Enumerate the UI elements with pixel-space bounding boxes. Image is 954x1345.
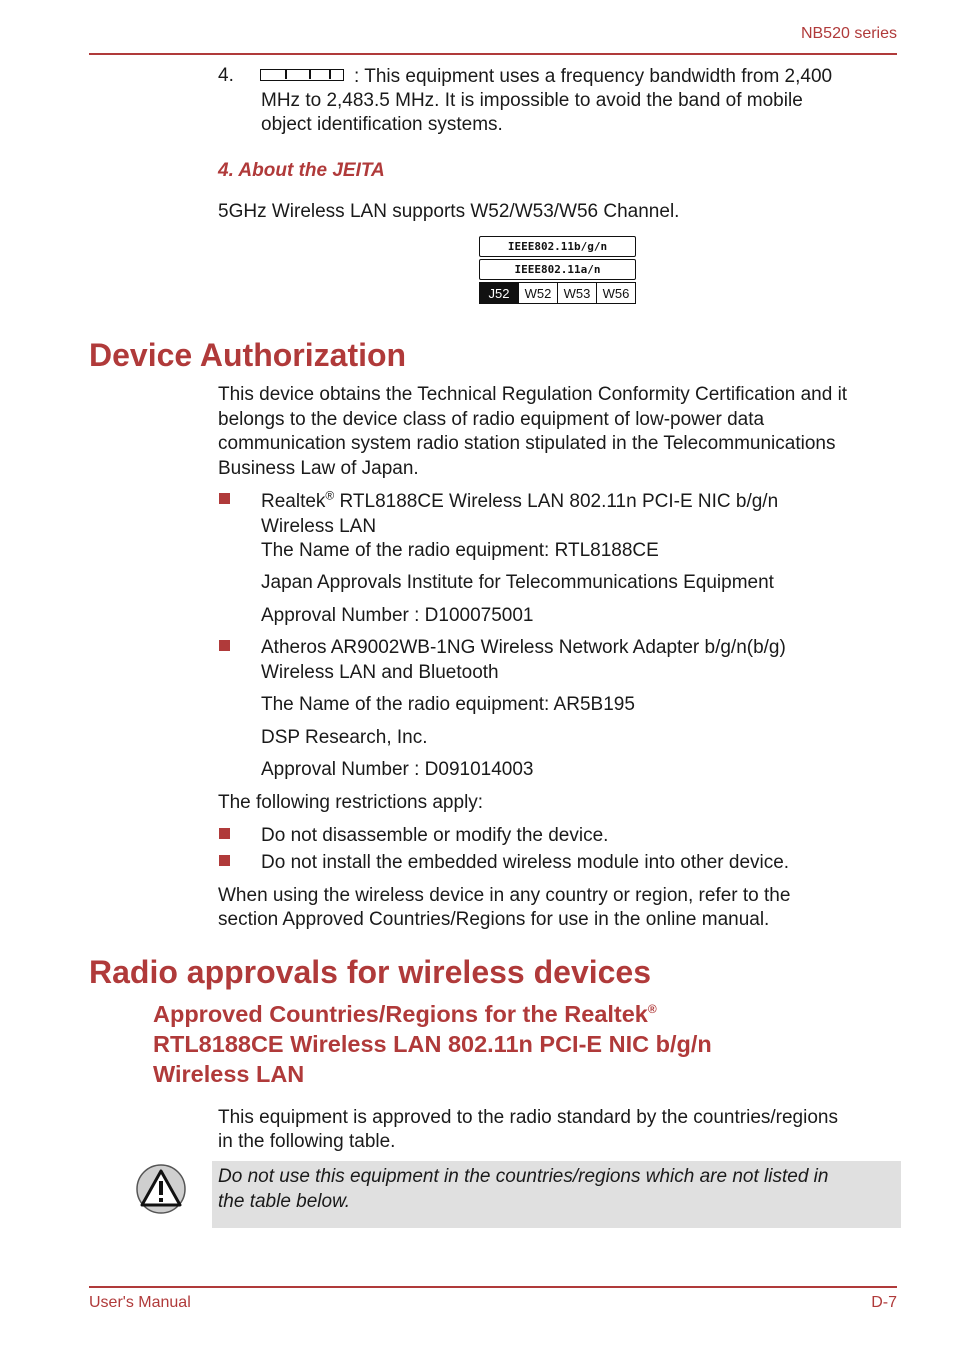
bullet-marker	[219, 855, 230, 866]
restriction-item: Do not disassemble or modify the device.	[261, 825, 609, 846]
atheros-institute: DSP Research, Inc.	[261, 727, 428, 748]
jeita-channel-row	[479, 282, 636, 304]
bullet-marker	[219, 493, 230, 504]
registered-mark: ®	[325, 488, 335, 503]
radio-approvals-heading: Radio approvals for wireless devices	[89, 954, 652, 990]
approved-countries-line1: Approved Countries/Regions for the Realtek	[153, 1001, 648, 1027]
footer-manual-title: User's Manual	[89, 1294, 191, 1311]
realtek-institute: Japan Approvals Institute for Telecommunications Equipment	[261, 572, 774, 593]
realtek-line1	[261, 490, 901, 515]
realtek-model: RTL8188CE Wireless LAN 802.11n PCI-E NIC b/g/n	[334, 491, 779, 512]
item-number: 4.	[218, 65, 234, 86]
approved-countries-line3: Wireless LAN	[153, 1061, 305, 1087]
realtek-line2: Wireless LAN	[261, 515, 377, 537]
jeita-text: 5GHz Wireless LAN supports W52/W53/W56 Channel.	[218, 201, 680, 222]
atheros-line2: Wireless LAN and Bluetooth	[261, 662, 499, 683]
header-rule	[89, 53, 897, 55]
channel-w52: W52	[518, 283, 557, 303]
item4-line3: object identification systems.	[261, 114, 503, 135]
radio-text-line-2: in the following table.	[218, 1131, 396, 1152]
jeita-label-row-bgn: IEEE802.11b/g/n	[479, 236, 636, 257]
caution-note	[212, 1161, 901, 1228]
jeita-heading: 4. About the JEITA	[218, 160, 385, 181]
intro-line-1: This device obtains the Technical Regulation Conformity Certification and it	[218, 384, 848, 405]
jeita-label-image	[479, 236, 636, 304]
approved-countries-line2: RTL8188CE Wireless LAN 802.11n PCI-E NIC b/g/n	[153, 1031, 712, 1057]
frequency-band-icon	[260, 69, 344, 81]
realtek-radio-name: The Name of the radio equipment: RTL8188CE	[261, 540, 659, 561]
footer-rule	[89, 1286, 897, 1288]
atheros-radio-name: The Name of the radio equipment: AR5B195	[261, 694, 635, 715]
closing-line-2: section Approved Countries/Regions for use in the online manual.	[218, 909, 770, 930]
device-authorization-heading: Device Authorization	[89, 337, 407, 373]
intro-line-2: belongs to the device class of radio equipment of low-power data	[218, 408, 765, 430]
item4-line2: MHz to 2,483.5 MHz. It is impossible to avoid the band of mobile	[261, 90, 803, 111]
restrictions-intro: The following restrictions apply:	[218, 792, 484, 813]
item4-line1: : This equipment uses a frequency bandwidth from 2,400	[354, 66, 833, 87]
intro-line-3: communication system radio station stipulated in the Telecommunications	[218, 433, 836, 454]
restriction-item: Do not install the embedded wireless module into other device.	[261, 852, 790, 873]
approved-countries-heading	[153, 999, 873, 1089]
radio-text-line-1: This equipment is approved to the radio standard by the countries/regions	[218, 1107, 838, 1128]
bullet-marker	[219, 640, 230, 651]
caution-line-2: the table below.	[218, 1190, 351, 1212]
atheros-approval: Approval Number : D091014003	[261, 759, 534, 780]
registered-mark: ®	[647, 1002, 657, 1017]
bullet-marker	[219, 828, 230, 839]
realtek-approval: Approval Number : D100075001	[261, 605, 534, 626]
page-number: D-7	[871, 1294, 897, 1311]
atheros-line1: Atheros AR9002WB-1NG Wireless Network Adapter b/g/n(b/g)	[261, 637, 786, 658]
caution-text	[218, 1165, 888, 1214]
realtek-brand: Realtek	[261, 491, 326, 512]
channel-w56: W56	[596, 283, 635, 303]
channel-j52: J52	[480, 283, 518, 303]
running-header: NB520 series	[800, 25, 897, 42]
warning-icon	[135, 1163, 187, 1215]
caution-line-1: Do not use this equipment in the countries/regions which are not listed in	[218, 1166, 829, 1187]
channel-w53: W53	[557, 283, 596, 303]
intro-line-4: Business Law of Japan.	[218, 457, 419, 479]
jeita-label-row-an: IEEE802.11a/n	[479, 259, 636, 280]
closing-line-1: When using the wireless device in any country or region, refer to the	[218, 885, 791, 906]
